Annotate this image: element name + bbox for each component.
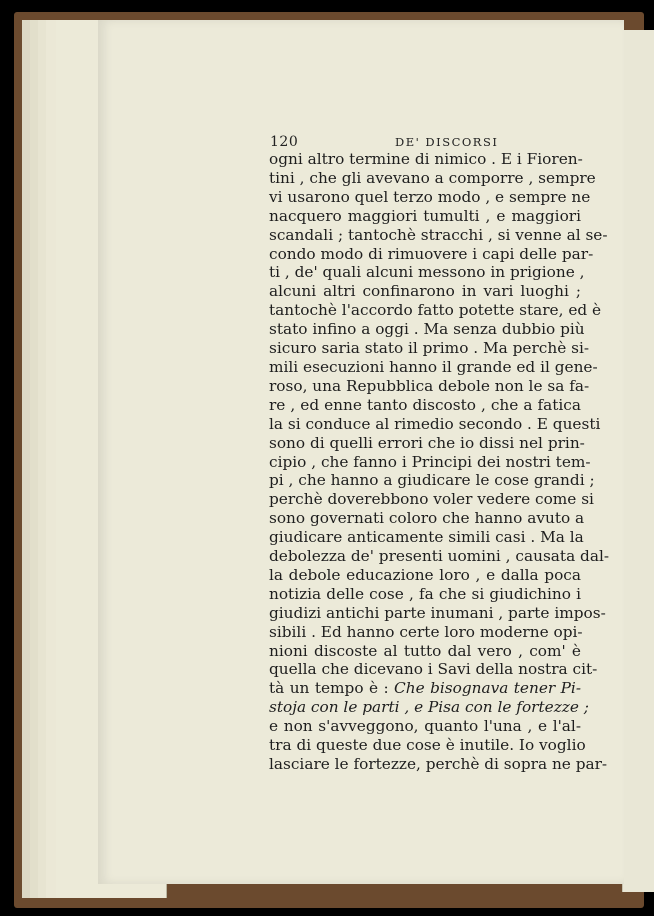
text-line: condo modo di rimuovere i capi delle par- [269, 244, 594, 263]
text-line: debolezza de' presenti uomini , causata dal- [269, 547, 610, 566]
text-line: la si conduce al rimedio secondo . E questi [269, 414, 601, 433]
text-line: sibili . Ed hanno certe loro moderne opi- [269, 622, 583, 641]
text-line: tra di queste due cose è inutile. Io voglio [269, 736, 586, 755]
text-line: alcuni altri confinarono in vari luoghi ; [269, 282, 581, 301]
text-line: ti , de' quali alcuni messono in prigione , [269, 263, 585, 282]
page-number: 120 [270, 134, 299, 150]
text-line: re , ed enne tanto discosto , che a fatica [269, 395, 581, 414]
text-line: tini , che gli avevano a comporre , sempre [269, 168, 596, 187]
text-line: cipio , che fanno i Principi dei nostri tem- [269, 452, 591, 471]
text-line: mili esecuzioni hanno il grande ed il gene- [269, 357, 598, 376]
text-line: nioni discoste al tutto dal vero , com' è [269, 641, 581, 660]
text-line: roso, una Repubblica debole non le sa fa- [269, 376, 590, 395]
text-line: stoja con le parti , e Pisa con le fortezze ; [269, 698, 589, 717]
text-line: giudicare anticamente simili casi . Ma la [269, 528, 584, 547]
text-segment: tà un tempo è : [269, 679, 389, 698]
running-head: DE' DISCORSI [395, 135, 499, 149]
facing-page-edge [622, 30, 654, 892]
text-line: e non s'avveggono, quanto l'una , e l'al- [269, 717, 581, 736]
text-line: pi , che hanno a giudicare le cose grandi ; [269, 471, 595, 490]
text-line: la debole educazione loro , e dalla poca [269, 565, 581, 584]
text-line: sicuro saria stato il primo . Ma perchè si- [269, 339, 590, 358]
text-line: tantochè l'accordo fatto potette stare, ed è [269, 301, 602, 320]
text-line: scandali ; tantochè stracchi , si venne al se- [269, 225, 608, 244]
text-line: perchè doverebbono voler vedere come si [269, 490, 594, 509]
text-line: quella che dicevano i Savi della nostra cit- [269, 660, 598, 679]
italic-quote: Che bisognava tener Pi- [394, 679, 581, 698]
text-line [269, 679, 581, 698]
body-text [269, 150, 610, 774]
text-line: nacquero maggiori tumulti , e maggiori [269, 206, 581, 225]
text-line: ogni altro termine di nimico . E i Fioren- [269, 150, 583, 168]
text-line: giudizi antichi parte inumani , parte impos- [269, 603, 606, 622]
text-line: sono di quelli errori che io dissi nel prin- [269, 433, 585, 452]
text-line: vi usarono quel terzo modo , e sempre ne [269, 187, 591, 206]
text-line: stato infino a oggi . Ma senza dubbio più [269, 320, 585, 339]
text-line: notizia delle cose , fa che si giudichino i [269, 584, 581, 603]
text-line: lasciare le fortezze, perchè di sopra ne par- [269, 755, 608, 773]
text-line: sono governati coloro che hanno avuto a [269, 509, 585, 528]
